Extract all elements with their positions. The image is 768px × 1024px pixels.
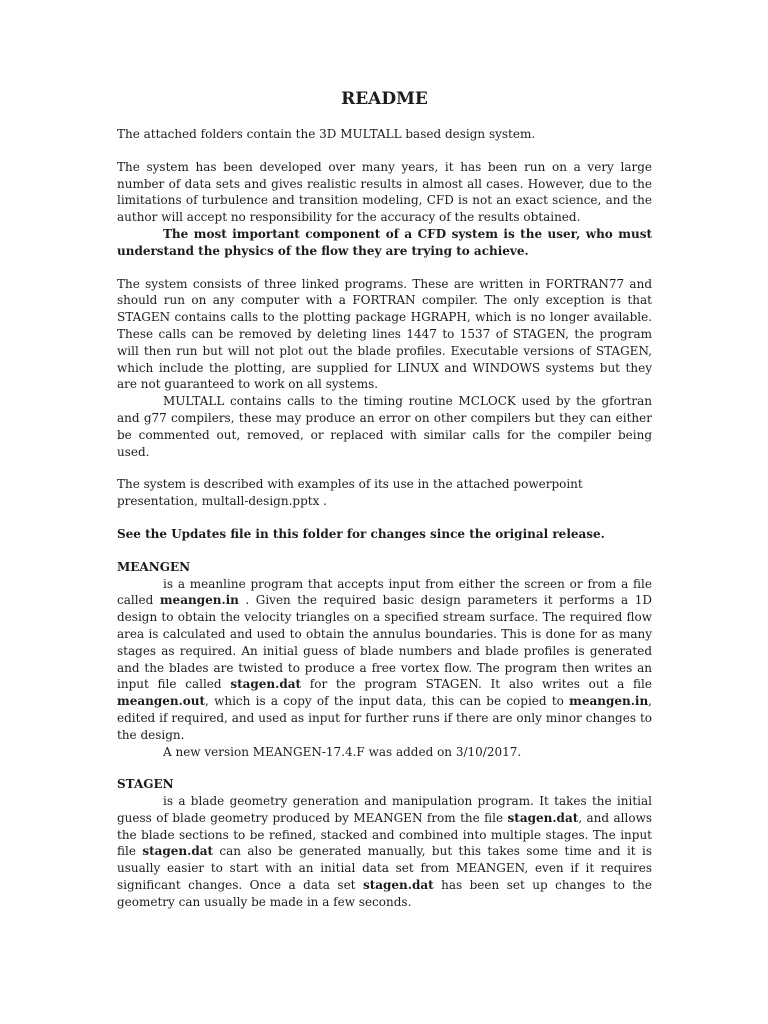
stagen-paragraph: is a blade geometry generation and manipulation program. It takes the initial guess of blade geometry produced by MEANGEN from the file stagen.dat, and allows the blade sections to be refined, stacked and combined into multiple stages. The input file stagen.dat can also be generated manually, but this takes some time and it is usually easier to start with an initial data set from MEANGEN, even if it requires significant changes. Once a data set stagen.dat has been set up changes to the geometry can usually be made in a few seconds. — [117, 794, 652, 909]
disclaimer-paragraph: The system has been developed over many years, it has been run on a very large number of data sets and gives realistic results in almost all cases. However, due to the limitations of turbulence and transition modeling, CFD is not an exact science, and the author will accept no responsibility for the accuracy of the results obtained. — [117, 159, 652, 225]
filename-stagen-dat-1: stagen.dat — [507, 810, 579, 825]
stagen-heading: STAGEN — [117, 777, 174, 792]
meangen-paragraph: is a meanline program that accepts input from either the screen or from a file called meangen.in . Given the required basic design parameters it performs a 1D design to obtain the velocity triangles on a specified stream surface. The required flow area is calculated and used to obtain the annulus boundaries. This is done for as many stages as required. An initial guess of blade numbers and blade profiles is generated and the blades are twisted to produce a free vortex flow. The program then writes an input file called stagen.dat for the program STAGEN. It also writes out a file meangen.out, which is a copy of the input data, this can be copied to meangen.in, edited if required, and used as input for further runs if there are only minor changes to the design. — [117, 576, 652, 742]
document-page — [117, 88, 652, 911]
filename-stagen-dat-3: stagen.dat — [362, 878, 434, 893]
document-title: README — [341, 89, 428, 109]
updates-note: See the Updates file in this folder for changes since the original release. — [117, 526, 605, 541]
filename-meangen-in: meangen.in — [159, 593, 239, 608]
multall-paragraph: MULTALL contains calls to the timing routine MCLOCK used by the gfortran and g77 compilers, these may produce an error on other compilers but they can either be commented out, removed, or replaced with similar calls for the compiler being used. — [117, 394, 652, 459]
filename-meangen-in-2: meangen.in — [569, 694, 649, 709]
presentation-paragraph: The system is described with examples of its use in the attached powerpoint presentation, multall-design.pptx . — [117, 477, 583, 509]
intro-paragraph: The attached folders contain the 3D MULTALL based design system. — [117, 127, 536, 141]
filename-stagen-dat: stagen.dat — [230, 677, 302, 692]
system-paragraph: The system consists of three linked programs. These are written in FORTRAN77 and should run on any computer with a FORTRAN compiler. The only exception is that STAGEN contains calls to the plotting package HGRAPH, which is no longer available. These calls can be removed by deleting lines 1447 to 1537 of STAGEN, the program will then run but will not plot out the blade profiles. Executable versions of STAGEN, which include the plotting, are supplied for LINUX and WINDOWS systems but they are not guaranteed to work on all systems. — [117, 276, 652, 392]
filename-meangen-out: meangen.out — [117, 694, 206, 709]
meangen-version-note: A new version MEANGEN-17.4.F was added on 3/10/2017. — [163, 744, 522, 759]
filename-stagen-dat-2: stagen.dat — [142, 844, 214, 859]
important-note: The most important component of a CFD system is the user, who must understand the physics of the flow they are trying to achieve. — [117, 226, 652, 258]
meangen-heading: MEANGEN — [117, 559, 191, 574]
